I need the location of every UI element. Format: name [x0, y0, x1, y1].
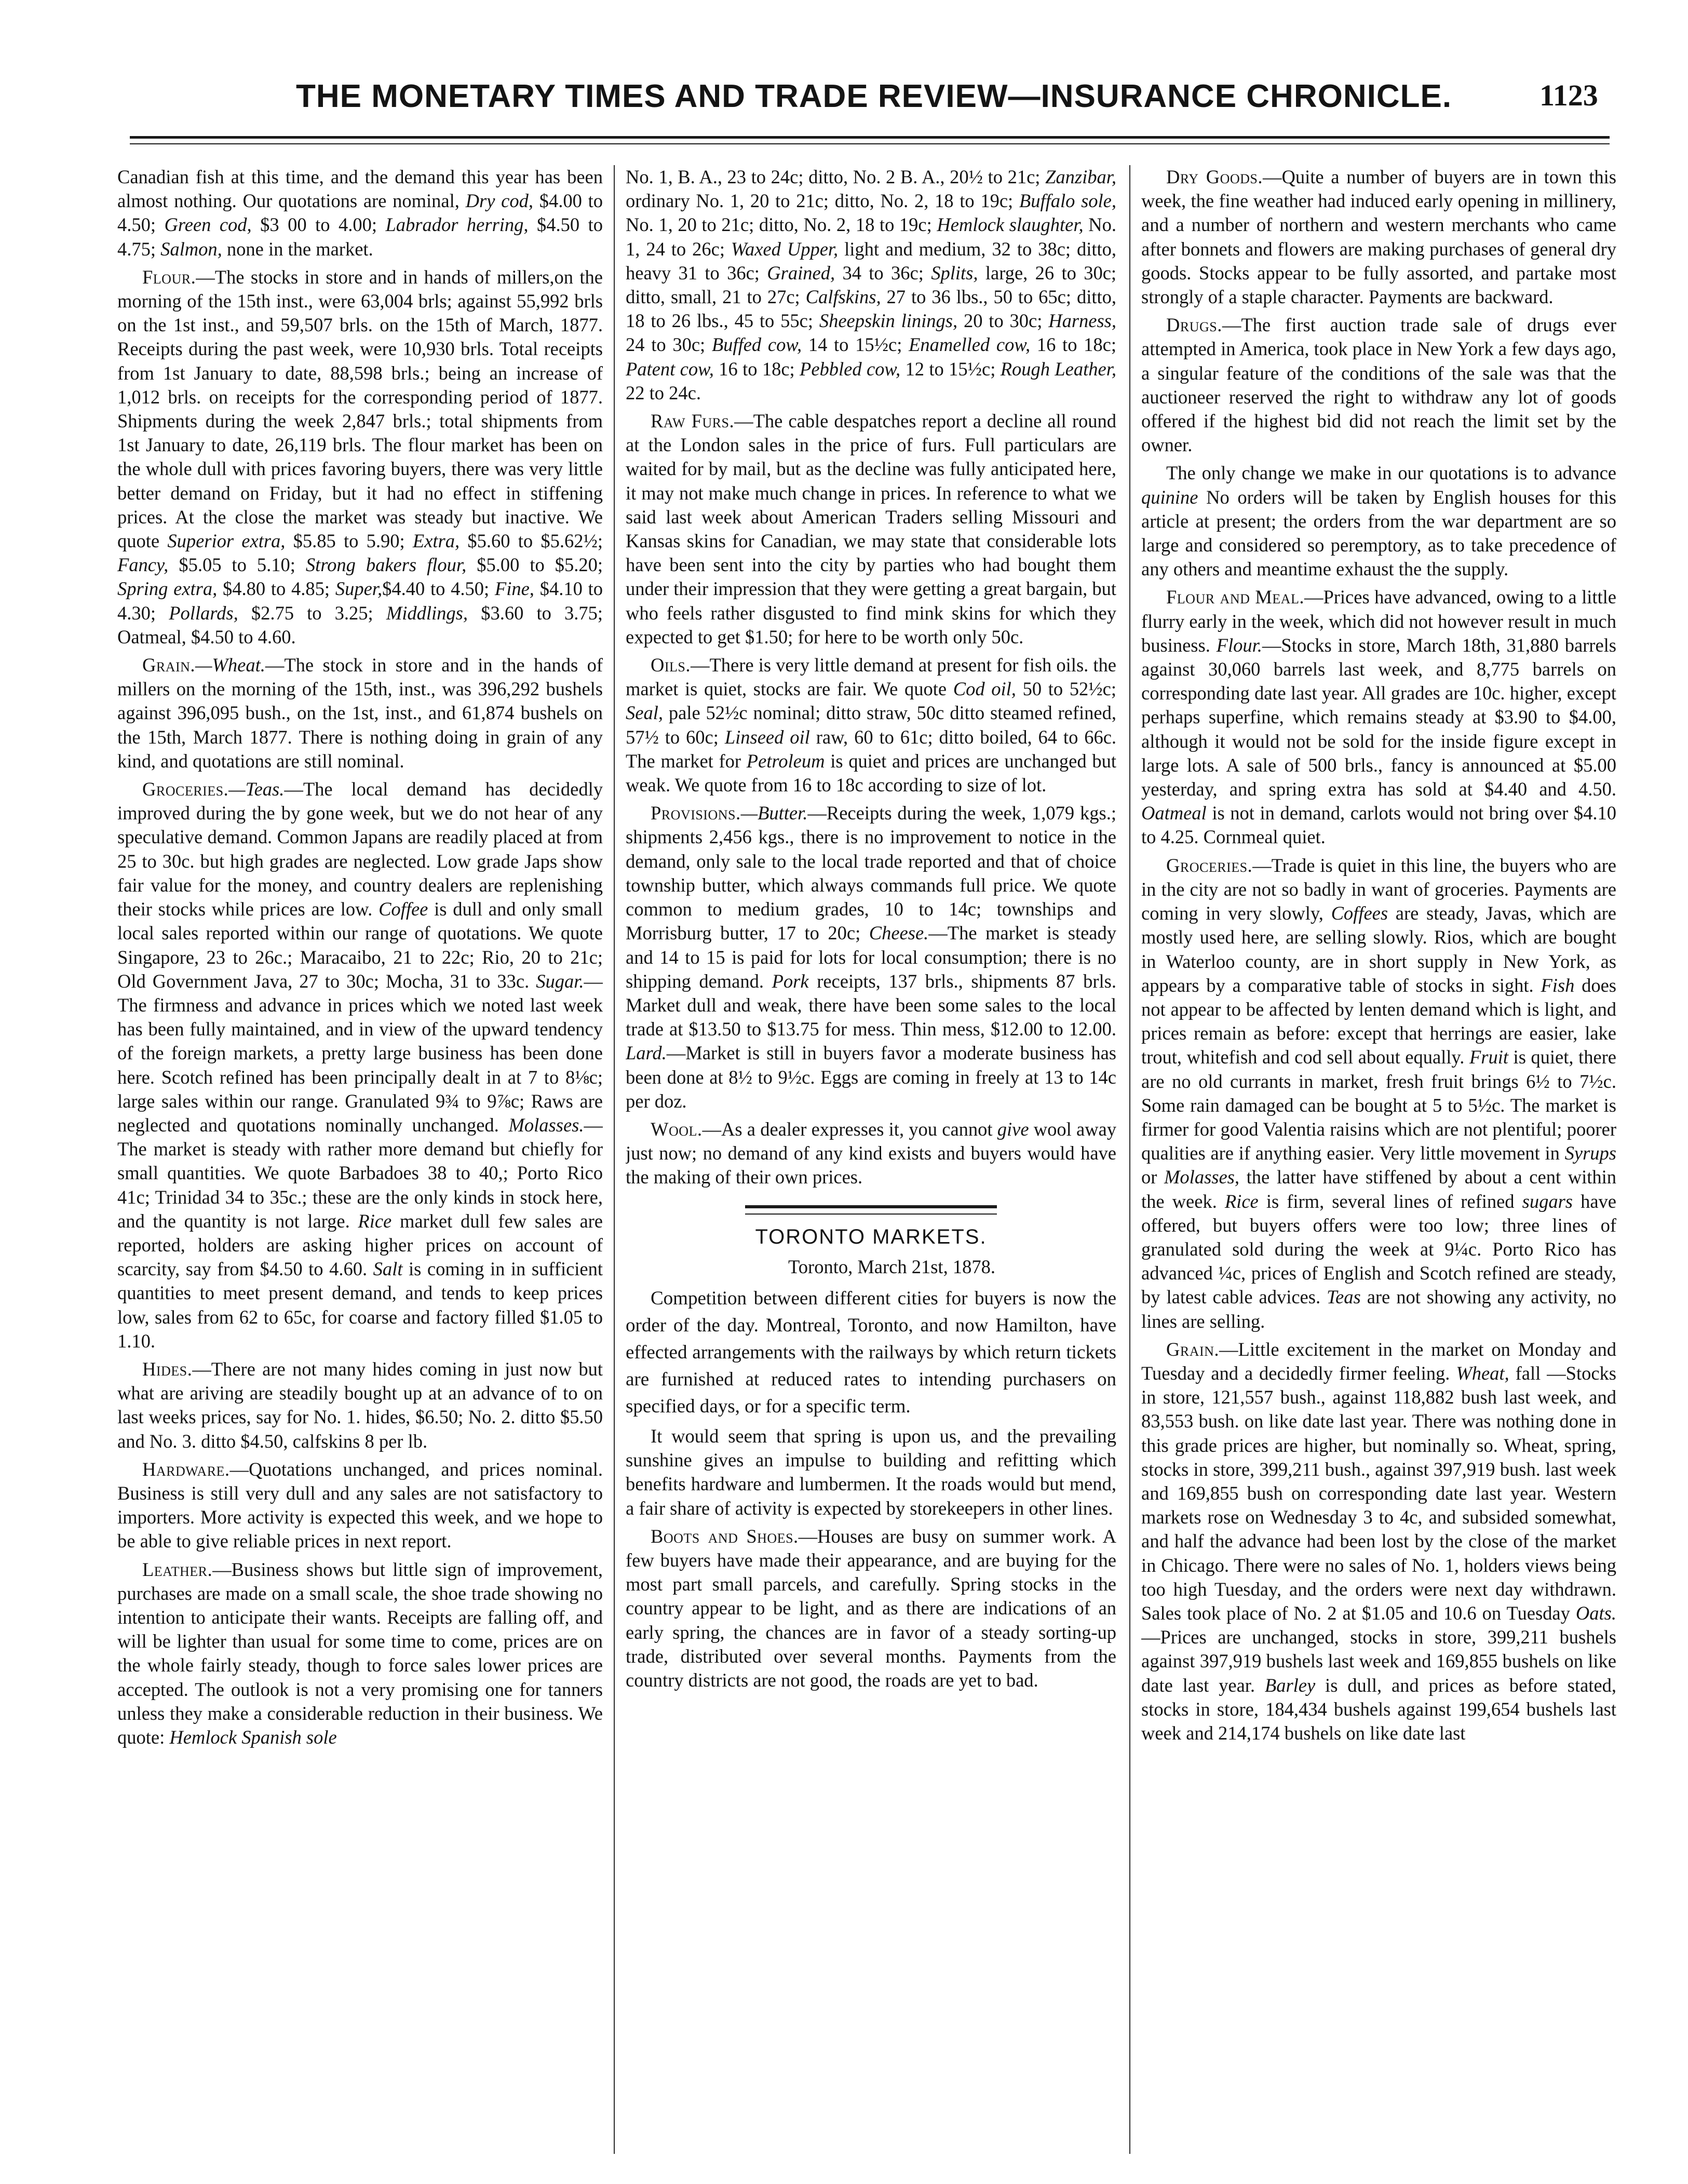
toronto-intro-paragraph: Competition between different cities for buyers is now the order of the day. Montreal, Toronto, and now Hamilton, have effected arrangements with the railways by which return tickets are furnished at reduced rates to intending purchasers on specified days, or for a specific term.: [626, 1287, 1116, 1417]
column-divider: [1129, 165, 1130, 2154]
toronto-dateline: Toronto, March 21st, 1878.: [788, 1256, 995, 1277]
section-heading: Leather.: [142, 1558, 213, 1580]
drugs-paragraph: Drugs.—The first auction trade sale of drugs ever attempted in America, took place in New York a few days ago, a singular feature of the conditions of the sale was that the auctioneer reserved the right to withdraw any lot of goods offered if the highest bid did not reach the limit set by the owner.: [1141, 314, 1616, 456]
flour-meal-paragraph: Flour and Meal.—Prices have advanced, owing to a little flurry early in the week, which did not however result in much business. Flour.—Stocks in store, March 18th, 31,880 barrels against 30,060 barrels last week, and 8,775 barrels on corresponding date last year. All grades are 10c. higher, except perhaps superfine, which remains steady at $3.90 to $4.00, although it would not be sold for the inside figure except in large lots. A sale of 500 brls., fancy is announced at $5.00 yesterday, and spring extra has sold at $4.40 and 4.50. Oatmeal is not in demand, carlots would not bring over $4.10 to 4.25. Cornmeal quiet.: [1141, 586, 1616, 848]
fish-paragraph: Canadian fish at this time, and the demand this year has been almost nothing. Our quotations are nominal, Dry cod, $4.00 to 4.50; Green cod, $3 00 to 4.00; Labrador herring, $4.50 to 4.75; Salmon, none in the market.: [117, 166, 603, 260]
provisions-paragraph: Provisions.—Butter.—Receipts during the week, 1,079 kgs.; shipments 2,456 kgs., there is no improvement to notice in the demand, only sale to the local trade reported and that of choice township butter, which always commands full price. We quote common to medium grades, 10 to 14c; townships and Morrisburg butter, 17 to 20c; Cheese.—The market is steady and 14 to 15 is paid for lots for local consumption; there is no shipping demand. Pork receipts, 137 brls., shipments 87 brls. Market dull and weak, there have been some sales to the local trade at $13.50 to $13.75 for mess. Thin mess, $12.00 to 12.00. Lard.—Market is still in buyers favor a moderate business has been done at 8½ to 9½c. Eggs are coming in freely at 13 to 14c per doz.: [626, 802, 1116, 1112]
section-heading: Hardware.: [142, 1458, 230, 1480]
masthead-title: THE MONETARY TIMES AND TRADE REVIEW—INSURANCE CHRONICLE.: [296, 78, 1452, 114]
section-rule-thin: [745, 1214, 997, 1215]
section-heading: Flour and Meal.: [1166, 586, 1304, 608]
wool-paragraph: Wool.—As a dealer expresses it, you cannot give wool away just now; no demand of any kind exists and buyers would have the making of their own prices.: [626, 1118, 1116, 1188]
section-heading: Wool.: [651, 1118, 703, 1140]
section-heading: Provisions.: [651, 802, 741, 824]
section-heading: Flour.: [142, 266, 196, 288]
page-number: 1123: [1540, 78, 1598, 112]
dry-goods-paragraph: Dry Goods.—Quite a number of buyers are in town this week, the fine weather had induced early opening in millinery, and a number of northern and western merchants who came after bonnets and flowers are making purchases of general dry goods. Stocks appear to be fully assorted, and partake most strongly of a staple character. Payments are backward.: [1141, 166, 1616, 308]
groceries-paragraph: Groceries.—Teas.—The local demand has decidedly improved during the by gone week, but we do not hear of any speculative demand. Common Japans are readily placed at from 25 to 30c. but high grades are neglected. Low grade Japs show fair value for the money, and country dealers are replenishing their stocks while prices are low. Coffee is dull and only small local sales reported within our range of quotations. We quote Singapore, 23 to 26c.; Maracaibo, 21 to 22c; Rio, 20 to 21c; Old Government Java, 27 to 30c; Mocha, 31 to 33c. Sugar.—The firmness and advance in prices which we noted last week has been fully maintained, and in view of the upward tendency of the foreign markets, a pretty large business has been done here. Scotch refined has been principally dealt in at 7 to 8⅛c; large sales within our range. Granulated 9¾ to 9⅞c; Raws are neglected and quotations nominally unchanged. Molasses.—The market is steady with rather more demand but chiefly for small quantities. We quote Barbadoes 38 to 40,; Porto Rico 41c; Trinidad 34 to 35c.; these are the only kinds in stock here, and the quantity is not large. Rice market dull few sales are reported, holders are asking higher prices on account of scarcity, say from $4.50 to 4.60. Salt is coming in in sufficient quantities to meet present demand, and tends to keep prices low, sales from 62 to 65c, for coarse and factory filled $1.05 to 1.10.: [117, 778, 603, 1352]
toronto-markets-headline: TORONTO MARKETS.: [755, 1225, 987, 1248]
section-rule: [745, 1205, 997, 1208]
column-2: [626, 165, 1116, 2154]
leather-paragraph: Leather.—Business shows but little sign of improvement, purchases are made on a small scale, the shoe trade showing no intention to anticipate their wants. Receipts are falling off, and will be lighter than usual for some time to come, prices are on the whole fairly steady, though to force sales lower prices are accepted. The outlook is not a very promising one for tanners unless they make a considerable reduction in their business. We quote: Hemlock Spanish sole: [117, 1558, 603, 1748]
drugs-quotations-paragraph: The only change we make in our quotations is to advance quinine No orders will be taken by English houses for this article at present; the orders from the war department are so large and considered so peremptory, as to take precedence of any others and meantime exhaust the the supply.: [1141, 462, 1616, 580]
section-heading: Dry Goods.: [1166, 166, 1263, 187]
column-3: [1141, 165, 1616, 2154]
oils-paragraph: Oils.—There is very little demand at present for fish oils. the market is quiet, stocks are fair. We quote Cod oil, 50 to 52½c; Seal, pale 52½c nominal; ditto straw, 50c ditto steamed refined, 57½ to 60c; Linseed oil raw, 60 to 61c; ditto boiled, 64 to 66c. The market for Petroleum is quiet and prices are unchanged but weak. We quote from 16 to 18c according to size of lot.: [626, 654, 1116, 796]
header-rule-thin: [130, 143, 1610, 144]
column-1: [117, 165, 603, 2154]
toronto-spring-paragraph: It would seem that spring is upon us, and the prevailing sunshine gives an impulse to building and refitting which benefits hardware and lumbermen. It the roads would but mend, a fair share of activity is expected by storekeepers in other lines.: [626, 1425, 1116, 1519]
grain-paragraph: Grain.—Wheat.—The stock in store and in the hands of millers on the morning of the 15th, inst., was 396,292 bushels against 396,095 bush., on the 1st, inst., and 61,874 bushels on the 15th, March 1877. There is nothing doing in grain of any kind, and quotations are still nominal.: [117, 654, 603, 772]
grain-paragraph: Grain.—Little excitement in the market on Monday and Tuesday and a decidedly firmer feeling. Wheat, fall —Stocks in store, 121,557 bush., against 118,882 bush last week, and 83,553 bush. on like date last year. There was nothing done in this grade prices are higher, but nominally so. Wheat, spring, stocks in store, 399,211 bush., against 397,919 bush. last week and 169,855 bush on corresponding date last year. Western markets rose on Wednesday 3 to 4c, and subsided somewhat, and half the advance had been lost by the close of the market in Chicago. There were no sales of No. 1, holders views being too high Tuesday, and the orders were next day withdrawn. Sales took place of No. 2 at $1.05 and 10.6 on Tuesday Oats.—Prices are unchanged, stocks in store, 399,211 bushels against 397,919 bushels last week and 169,855 bushels on like date last year. Barley is dull, and prices as before stated, stocks in store, 184,434 bushels against 199,654 bushels last week and 214,174 bushels on like date last: [1141, 1338, 1616, 1744]
header-rule: [130, 136, 1610, 139]
section-heading: Hides.: [142, 1358, 193, 1380]
hides-paragraph: Hides.—There are not many hides coming in just now but what are ariving are steadily bought up at an advance of to on last weeks prices, say for No. 1. hides, $6.50; No. 2. ditto $5.50 and No. 3. ditto $4.50, calfskins 8 per lb.: [117, 1358, 603, 1452]
section-heading: Drugs.: [1166, 314, 1222, 336]
raw-furs-paragraph: Raw Furs.—The cable despatches report a decline all round at the London sales in the price of furs. Full particulars are waited for by mail, but as the decline was fully anticipated here, it may not make much change in prices. In reference to what we said last week about American Traders selling Missouri and Kansas skins for Canadian, we may state that considerable lots have been sent into the city by parties who had bought them under their impression that they were getting a great bargain, but who feels rather disgusted to find mink skins for which they expected to get $1.50; for here to be worth only 50c.: [626, 410, 1116, 648]
section-heading: Raw Furs.: [651, 410, 735, 432]
section-heading: Grain.: [1166, 1338, 1220, 1360]
section-heading: Oils.: [651, 654, 691, 676]
section-heading: Grain.: [142, 654, 196, 676]
column-divider: [614, 165, 615, 2154]
boots-shoes-paragraph: Boots and Shoes.—Houses are busy on summer work. A few buyers have made their appearance, and are buying for the most part small parcels, and carefully. Spring stocks in the country appear to be light, and as there are indications of an early spring, the chances are in favor of a steady sorting-up trade, distributed over several months. Payments from the country districts are not good, the roads are yet to bad.: [626, 1525, 1116, 1691]
groceries-paragraph: Groceries.—Trade is quiet in this line, the buyers who are in the city are not so badly in want of groceries. Payments are coming in very slowly, Coffees are steady, Javas, which are mostly used here, are selling slowly. Rios, which are bought in Waterloo county, are in short supply in New York, as appears by a comparative table of stocks in sight. Fish does not appear to be affected by lenten demand which is light, and prices remain as before: except that herrings are easier, lake trout, whitefish and cod sell about equally. Fruit is quiet, there are no old currants in market, fresh fruit brings 6½ to 7½c. Some rain damaged can be bought at 5 to 5½c. The market is firmer for good Valentia raisins which are not plentiful; poorer qualities are if anything easier. Very little movement in Syrups or Molasses, the latter have stiffened by about a cent within the week. Rice is firm, several lines of refined sugars have offered, but buyers offers were too low; three lines of granulated sold during the week at 9¼c. Porto Rico has advanced ¼c, prices of English and Scotch refined are steady, by latest cable advices. Teas are not showing any activity, no lines are selling.: [1141, 854, 1616, 1332]
section-heading: Groceries.: [142, 778, 229, 800]
section-heading: Boots and Shoes.: [651, 1525, 799, 1547]
section-heading: Groceries.: [1166, 854, 1253, 876]
hardware-paragraph: Hardware.—Quotations unchanged, and prices nominal. Business is still very dull and any sales are not satisfactory to importers. More activity is expected this week, and we hope to be able to give reliable prices in next report.: [117, 1458, 603, 1552]
leather-prices-paragraph: No. 1, B. A., 23 to 24c; ditto, No. 2 B. A., 20½ to 21c; Zanzibar, ordinary No. 1, 20 to 21c; ditto, No. 2, 18 to 19c; Buffalo sole, No. 1, 20 to 21c; ditto, No. 2, 18 to 19c; Hemlock slaughter, No. 1, 24 to 26c; Waxed Upper, light and medium, 32 to 38c; ditto, heavy 31 to 36c; Grained, 34 to 36c; Splits, large, 26 to 30c; ditto, small, 21 to 27c; Calfskins, 27 to 36 lbs., 50 to 65c; ditto, 18 to 26 lbs., 45 to 55c; Sheepskin linings, 20 to 30c; Harness, 24 to 30c; Buffed cow, 14 to 15½c; Enamelled cow, 16 to 18c; Patent cow, 16 to 18c; Pebbled cow, 12 to 15½c; Rough Leather, 22 to 24c.: [626, 166, 1116, 403]
flour-paragraph: Flour.—The stocks in store and in hands of millers,on the morning of the 15th inst., were 63,004 brls; against 55,992 brls on the 1st inst., and 59,507 brls. on the 15th of March, 1877. Receipts during the past week, were 10,930 brls. Total receipts from 1st January to date, 88,598 brls.; being an increase of 1,012 brls. on receipts for the corresponding period of 1877. Shipments during the week 2,847 brls.; total shipments from 1st January to date, 26,119 brls. The flour market has been on the whole dull with prices favoring buyers, there was very little better demand on Friday, but it had no effect in stiffening prices. At the close the market was steady but inactive. We quote Superior extra, $5.85 to 5.90; Extra, $5.60 to $5.62½; Fancy, $5.05 to 5.10; Strong bakers flour, $5.00 to $5.20; Spring extra, $4.80 to 4.85; Super,$4.40 to 4.50; Fine, $4.10 to 4.30; Pollards, $2.75 to 3.25; Middlings, $3.60 to 3.75; Oatmeal, $4.50 to 4.60.: [117, 266, 603, 648]
